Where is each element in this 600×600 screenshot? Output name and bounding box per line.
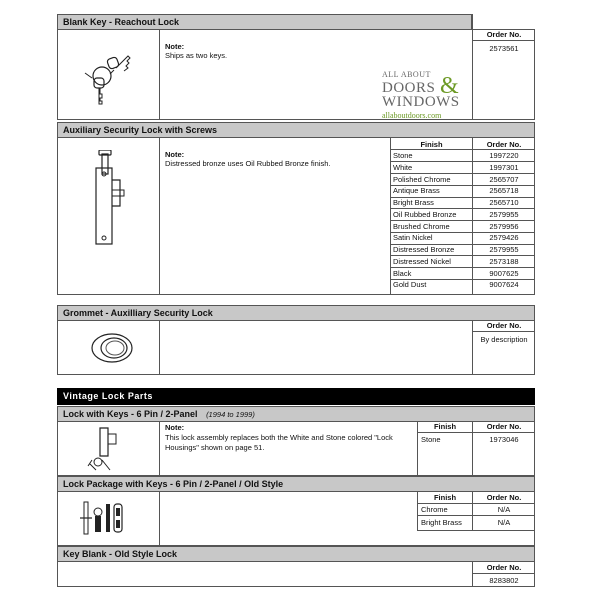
section-header-lock-package — [57, 476, 535, 492]
order-number: 2573561 — [489, 44, 519, 53]
order-number: By description — [480, 335, 528, 344]
finish-cell: Black — [393, 268, 412, 278]
section-header-grommet — [57, 305, 535, 321]
finish-header: Finish — [420, 140, 443, 149]
security-lock-illustration — [86, 150, 134, 250]
finish-value: Stone — [421, 435, 441, 444]
note-label: Note: — [165, 150, 185, 159]
section-header-lock-with-keys — [57, 406, 535, 422]
section-title: Lock Package with Keys - 6 Pin / 2-Panel / Old Style — [63, 479, 284, 489]
order-header: Order No. — [486, 30, 522, 39]
order-number: 8283802 — [489, 576, 519, 585]
logo-ampersand: & — [440, 73, 459, 99]
note-label: Note: — [165, 423, 185, 432]
order-header: Order No. — [486, 140, 522, 149]
order-header: Order No. — [486, 422, 522, 431]
finish-cell: Antique Brass — [393, 186, 440, 196]
note-text: Ships as two keys. — [165, 51, 228, 60]
vintage-title: Vintage Lock Parts — [63, 391, 153, 401]
order-cell: 2565718 — [489, 186, 519, 196]
lock-package-illustration — [78, 498, 132, 538]
section-title: Key Blank - Old Style Lock — [63, 549, 178, 559]
lock-with-keys-illustration — [86, 426, 126, 474]
finish-cell: Distressed Nickel — [393, 256, 451, 266]
order-cell: 1997301 — [489, 162, 519, 172]
section-header-blank-key — [57, 14, 472, 30]
finish-cell: Bright Brass — [421, 518, 462, 527]
order-header: Order No. — [486, 563, 522, 572]
section-title: Lock with Keys - 6 Pin / 2-Panel — [63, 409, 198, 419]
order-cell: 1997220 — [489, 151, 519, 160]
order-header: Order No. — [486, 321, 522, 330]
grommet-illustration — [88, 330, 136, 366]
section-title: Grommet - Auxilliary Security Lock — [63, 308, 213, 318]
order-cell: 2579955 — [489, 245, 519, 254]
finish-cell: Polished Chrome — [393, 174, 451, 184]
section-years: (1994 to 1999) — [206, 410, 255, 419]
order-number: 1973046 — [489, 435, 519, 444]
note-text: Distressed bronze uses Oil Rubbed Bronze finish. — [165, 159, 331, 168]
section-body-key-blank — [57, 561, 535, 587]
order-cell: 2573188 — [489, 256, 519, 266]
vintage-section-banner — [57, 388, 535, 405]
logo-line-3: WINDOWS — [382, 94, 460, 110]
order-cell: 2579955 — [489, 209, 519, 219]
logo-line-2: DOORS — [382, 80, 436, 96]
section-title: Auxiliary Security Lock with Screws — [63, 125, 218, 135]
finish-cell: Brushed Chrome — [393, 221, 450, 231]
note-label: Note: — [165, 42, 185, 51]
order-header: Order No. — [486, 493, 522, 502]
logo-url: allaboutdoors.com — [382, 111, 442, 120]
order-cell: N/A — [497, 518, 511, 527]
finish-cell: Bright Brass — [393, 198, 434, 207]
order-cell: 2565707 — [489, 174, 519, 184]
logo-line-1: ALL ABOUT — [382, 70, 431, 79]
company-logo — [382, 70, 474, 120]
order-cell: 2565710 — [489, 198, 519, 207]
finish-header: Finish — [433, 422, 457, 431]
keys-illustration — [80, 48, 140, 108]
section-header-key-blank — [57, 546, 535, 562]
order-cell: 9007625 — [489, 268, 519, 278]
section-header-auxiliary-lock — [57, 122, 535, 138]
finish-header: Finish — [433, 493, 457, 502]
finish-cell: Distressed Bronze — [393, 245, 455, 254]
finish-cell: Satin Nickel — [393, 233, 433, 243]
finish-cell: White — [393, 162, 413, 172]
finish-cell: Chrome — [421, 505, 448, 514]
order-cell: 2579956 — [489, 221, 519, 231]
order-cell: 2579426 — [489, 233, 519, 243]
order-cell: N/A — [497, 505, 511, 514]
finish-cell: Oil Rubbed Bronze — [393, 209, 457, 219]
finish-cell: Stone — [393, 151, 413, 160]
note-text: This lock assembly replaces both the White and Stone colored "Lock Housings" shown on page 51. — [165, 433, 393, 452]
finish-cell: Gold Dust — [393, 280, 427, 290]
section-title: Blank Key - Reachout Lock — [63, 17, 180, 27]
order-cell: 9007624 — [489, 280, 519, 290]
